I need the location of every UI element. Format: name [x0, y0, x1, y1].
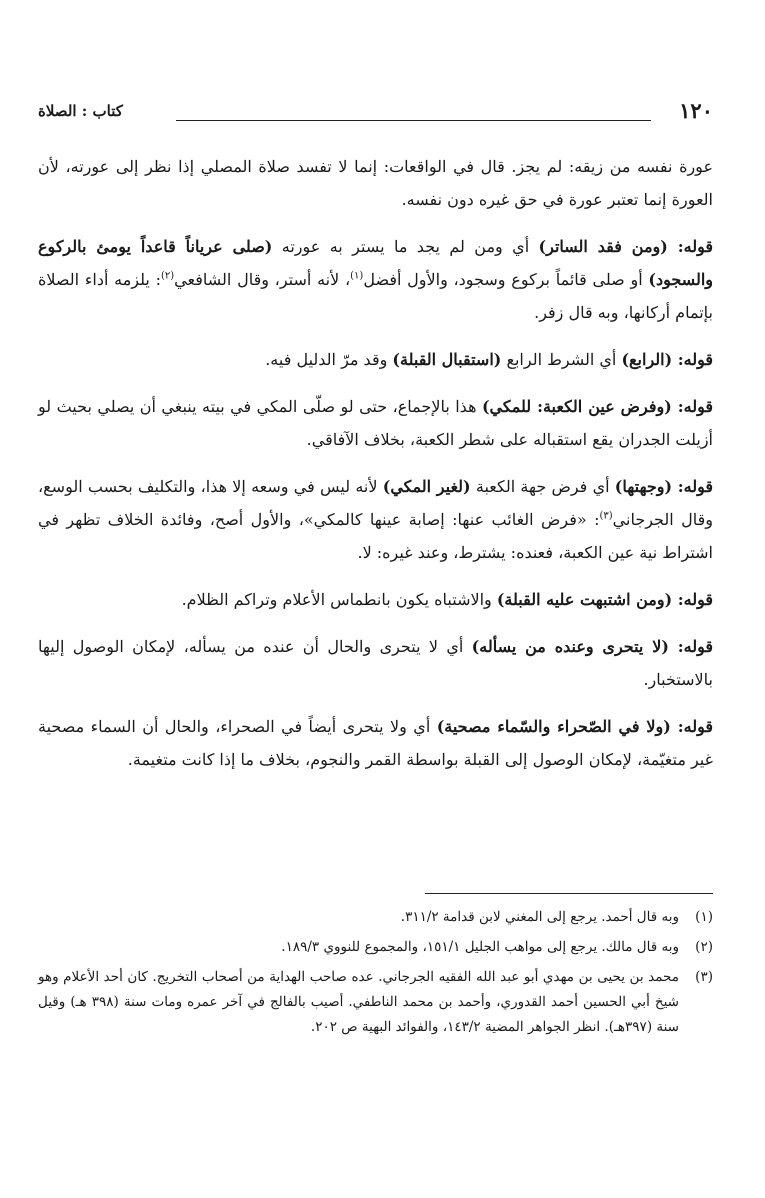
- paragraph: [38, 150, 713, 216]
- footnote-ref: (٣): [599, 510, 613, 522]
- footnote-text: محمد بن يحيى بن مهدي أبو عبد الله الفقيه الجرجاني. عده صاحب الهداية من أصحاب التخريج. كان أحد الأعلام وهو شيخ أبي الحسين أحمد القدوري، وأحمد بن محمد الناطفي. أصيب بالفالج في آخر عمره ومات سنة (٣٩٨ هـ) وقيل سنة (٣٩٧هـ). انظر الجواهر المضية ١٤٣/٢، والفوائد البهية ص ٢٠٢.: [38, 969, 679, 1035]
- main-text: [38, 150, 713, 790]
- paragraph: [38, 710, 713, 776]
- commentary-text: أي الشرط الرابع: [501, 350, 622, 369]
- paragraph: [38, 390, 713, 456]
- quoted-matn: (لا يتحرى وعنده من يسأله): [471, 637, 669, 656]
- footnote-ref: (١): [350, 270, 364, 282]
- paragraph: [38, 230, 713, 329]
- footnote-separator: [425, 893, 713, 894]
- qawluhu-keyword: قوله:: [672, 350, 713, 369]
- book-title: كتاب : الصلاة: [38, 102, 123, 120]
- page-number: ١٢٠: [679, 98, 713, 123]
- quoted-matn: (صلى عرياناً قاعداً يومئ بالركوع والسجود): [38, 237, 713, 289]
- qawluhu-keyword: قوله:: [670, 717, 714, 736]
- commentary-text: لأنه ليس في وسعه إلا هذا، والتكليف بحسب الوسع، وقال الجرجاني: [38, 477, 713, 529]
- commentary-text: أي فرض جهة الكعبة: [470, 477, 615, 496]
- paragraph: [38, 343, 713, 376]
- footnote-number: (٢): [695, 939, 713, 955]
- quoted-matn: (ومن اشتبهت عليه القبلة): [496, 590, 673, 609]
- commentary-text: عورة نفسه من زيقه: لم يجز. قال في الواقعات: إنما لا تفسد صلاة المصلي إذا نظر إلى عورته، لأن العورة إنما تعتبر عورة في حق غيره دون نفسه.: [38, 157, 713, 209]
- footnote-text: وبه قال أحمد. يرجع إلى المغني لابن قدامة ٣١١/٢.: [400, 909, 679, 925]
- footnotes: [38, 905, 713, 1045]
- quoted-matn: (وفرض عين الكعبة: للمكي): [481, 397, 672, 416]
- commentary-text: ، لأنه أستر، وقال الشافعي: [174, 270, 351, 289]
- quoted-matn: (استقبال القبلة): [392, 350, 502, 369]
- commentary-text: أي ولا يتحرى أيضاً في الصحراء، والحال أن السماء مصحية غير متغيّمة، لإمكان الوصول إلى القبلة بواسطة القمر والنجوم، بخلاف ما إذا كانت متغيمة.: [38, 717, 713, 769]
- commentary-text: وقد مرّ الدليل فيه.: [265, 350, 393, 369]
- commentary-text: : يلزمه أداء الصلاة بإتمام أركانها، وبه قال زفر.: [38, 270, 713, 322]
- commentary-text: أي ومن لم يجد ما يستر به عورته: [272, 237, 539, 256]
- quoted-matn: (الرابع): [621, 350, 673, 369]
- qawluhu-keyword: قوله:: [672, 477, 714, 496]
- footnote-ref: (٢): [160, 270, 175, 282]
- running-header: [38, 98, 713, 128]
- footnote-number: (١): [695, 909, 713, 925]
- paragraph: [38, 583, 713, 616]
- commentary-text: هذا بالإجماع، حتى لو صلّى المكي في بيته ينبغي أن يصلي بحيث لو أزيلت الجدران يقع استقباله على شطر الكعبة، بخلاف الآفاقي.: [38, 397, 713, 449]
- footnote: [38, 935, 713, 960]
- paragraph: [38, 630, 713, 696]
- commentary-text: والاشتباه يكون بانطماس الأعلام وتراكم الظلام.: [181, 590, 497, 609]
- footnote-number: (٣): [695, 969, 713, 985]
- commentary-text: أو صلى قائماً بركوع وسجود، والأول أفضل: [363, 270, 649, 289]
- footnote-text: وبه قال مالك. يرجع إلى مواهب الجليل ١٥١/١، والمجموع للنووي ١٨٩/٣.: [281, 939, 679, 955]
- quoted-matn: (لغير المكي): [382, 477, 471, 496]
- qawluhu-keyword: قوله:: [671, 397, 714, 416]
- commentary-text: أي لا يتحرى والحال أن عنده من يسأله، لإمكان الوصول إليها بالاستخبار.: [38, 637, 713, 689]
- qawluhu-keyword: قوله:: [667, 237, 713, 256]
- paragraph: [38, 470, 713, 569]
- quoted-matn: (وجهتها): [614, 477, 673, 496]
- footnote: [38, 965, 713, 1040]
- quoted-matn: (ومن فقد الساتر): [538, 237, 668, 256]
- quoted-matn: (ولا في الصّحراء والسّماء مصحية): [436, 717, 671, 736]
- footnote: [38, 905, 713, 930]
- header-rule: [176, 120, 651, 121]
- qawluhu-keyword: قوله:: [668, 637, 714, 656]
- qawluhu-keyword: قوله:: [672, 590, 713, 609]
- commentary-text: : «فرض الغائب عنها: إصابة عينها كالمكي»، والأول أصح، وفائدة الخلاف تظهر في اشتراط نية عين الكعبة، فعنده: يشترط، وعند غيره: لا.: [38, 510, 713, 562]
